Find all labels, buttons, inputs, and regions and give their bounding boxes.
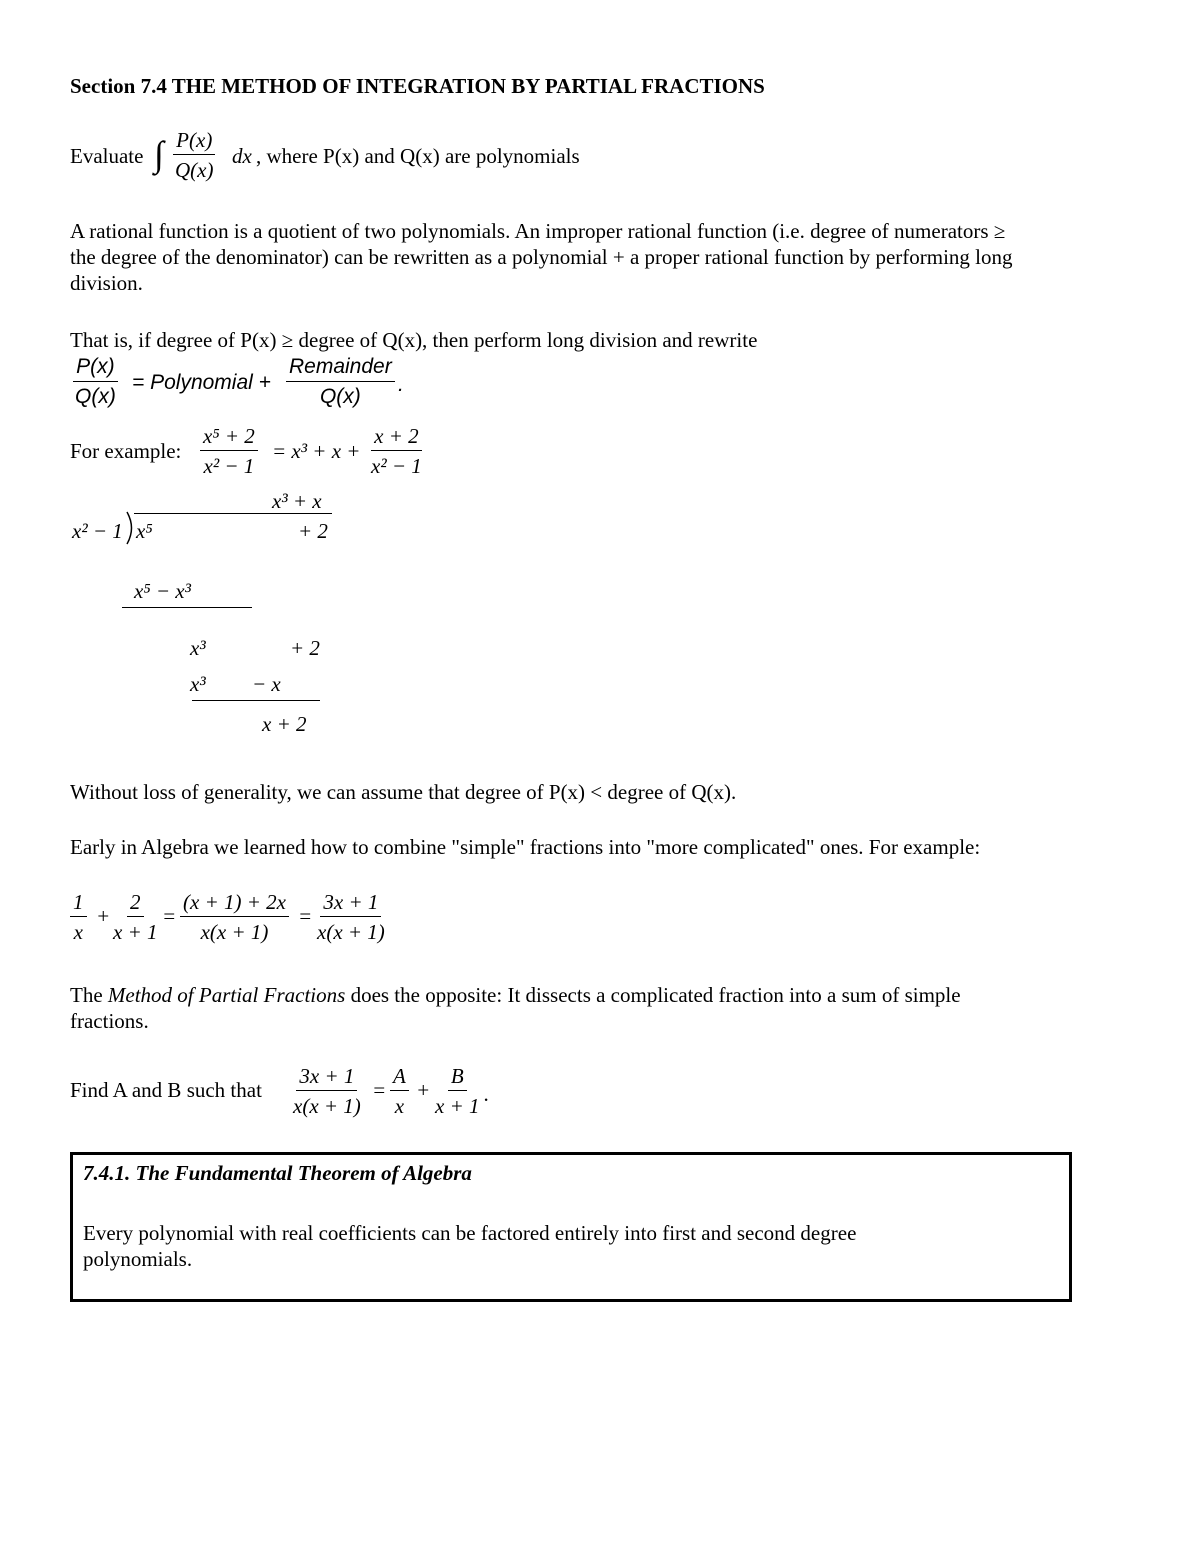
combine-f1-numerator: 1 (70, 890, 87, 917)
find-equals: = (372, 1078, 387, 1102)
division-rule-2 (192, 700, 320, 701)
evaluate-label: Evaluate (70, 144, 144, 168)
page-title: Section 7.4 THE METHOD OF INTEGRATION BY PARTIAL FRACTIONS (70, 74, 765, 98)
integral-sign: ∫ (154, 134, 164, 174)
division-step-1: x⁵ − x³ (134, 579, 191, 603)
find-b-numerator: B (448, 1064, 467, 1091)
rewrite-remainder-fraction (286, 355, 395, 409)
combine-fraction-1 (70, 890, 87, 944)
theorem-body (83, 1220, 856, 1272)
theorem-heading: 7.4.1. The Fundamental Theorem of Algebra (83, 1161, 472, 1185)
rewrite-middle: = Polynomial + (132, 371, 271, 394)
find-lhs-fraction (290, 1064, 364, 1118)
example-rhs-denominator: x² − 1 (371, 454, 422, 479)
method-line-1 (70, 982, 961, 1008)
combine-f3-numerator: (x + 1) + 2x (180, 890, 289, 917)
method-paragraph (70, 982, 961, 1034)
rational-line-2: the degree of the denominator) can be rewritten as a polynomial + a proper rational function by performing long (70, 245, 1013, 269)
find-lead: Find A and B such that (70, 1078, 262, 1102)
method-line-2: fractions. (70, 1009, 149, 1033)
evaluate-numerator: P(x) (173, 128, 215, 155)
rational-line-1: A rational function is a quotient of two polynomials. An improper rational function (i.e. degree of numerators ≥ (70, 219, 1006, 243)
division-step-2-a: x³ (190, 636, 206, 660)
combine-f4-numerator: 3x + 1 (320, 890, 381, 917)
example-lhs-fraction (200, 424, 258, 478)
find-plus: + (416, 1078, 431, 1102)
theorem-box (70, 1152, 1072, 1302)
combine-f4-denominator: x(x + 1) (317, 920, 385, 945)
division-overline (134, 513, 332, 514)
find-a-denominator: x (394, 1094, 405, 1119)
division-step-3-a: x³ (190, 672, 206, 696)
rewrite-remainder-denominator: Q(x) (319, 385, 361, 409)
division-divisor: x² − 1 (72, 519, 123, 543)
rewrite-remainder-numerator: Remainder (286, 355, 395, 382)
combine-f3-denominator: x(x + 1) (200, 920, 269, 945)
combine-fraction-3 (180, 890, 289, 944)
division-quotient: x³ + x (272, 489, 322, 513)
evaluate-tail: , where P(x) and Q(x) are polynomials (256, 144, 580, 168)
example-lhs-numerator: x⁵ + 2 (200, 424, 258, 451)
evaluate-fraction (172, 128, 216, 182)
method-emphasis: Method of Partial Fractions (107, 983, 346, 1007)
example-label: For example: (70, 439, 182, 463)
combine-f2-numerator: 2 (127, 890, 144, 917)
wlog-text: Without loss of generality, we can assume that degree of P(x) < degree of Q(x). (70, 780, 737, 804)
combine-fraction-2 (110, 890, 161, 944)
find-lhs-numerator: 3x + 1 (296, 1064, 357, 1091)
find-end: . (484, 1082, 490, 1106)
rewrite-lhs-numerator: P(x) (73, 355, 118, 382)
method-post: does the opposite: It dissects a complicated fraction into a sum of simple (345, 983, 961, 1007)
evaluate-denominator: Q(x) (175, 158, 214, 183)
division-dividend-lead: x⁵ (136, 519, 153, 543)
find-a-numerator: A (390, 1064, 409, 1091)
method-pre: The (70, 983, 108, 1007)
find-b-denominator: x + 1 (435, 1094, 480, 1119)
division-dividend-const: + 2 (298, 519, 328, 543)
rewrite-lhs-fraction (72, 355, 119, 409)
combine-f2-denominator: x + 1 (113, 920, 158, 945)
rewrite-end: . (398, 373, 404, 396)
rewrite-lhs-denominator: Q(x) (75, 385, 116, 409)
evaluate-dx: dx (232, 144, 252, 168)
division-remainder: x + 2 (262, 712, 307, 736)
that-is-text: That is, if degree of P(x) ≥ degree of Q(x), then perform long division and rewrite (70, 328, 758, 352)
rational-line-3: division. (70, 271, 143, 295)
theorem-line-2: polynomials. (83, 1247, 193, 1271)
combine-fraction-4 (314, 890, 388, 944)
combine-f1-denominator: x (73, 920, 83, 945)
theorem-line-1: Every polynomial with real coefficients can be factored entirely into first and second degree (83, 1221, 857, 1245)
example-lhs-denominator: x² − 1 (203, 454, 255, 479)
division-step-2-b: + 2 (290, 636, 320, 660)
combine-equals-2: = (298, 904, 313, 928)
example-rhs-fraction (368, 424, 425, 478)
example-rhs-numerator: x + 2 (371, 424, 422, 451)
early-algebra-text: Early in Algebra we learned how to combine "simple" fractions into "more complicated" ones. For example: (70, 835, 981, 859)
example-middle: = x³ + x + (272, 439, 361, 463)
division-step-3-b: − x (252, 672, 281, 696)
combine-equals-1: = (162, 904, 177, 928)
find-b-fraction (432, 1064, 483, 1118)
combine-plus: + (96, 904, 111, 928)
division-rule-1 (122, 607, 252, 608)
find-a-fraction (390, 1064, 409, 1118)
rational-paragraph (70, 218, 1013, 296)
find-lhs-denominator: x(x + 1) (293, 1094, 361, 1119)
